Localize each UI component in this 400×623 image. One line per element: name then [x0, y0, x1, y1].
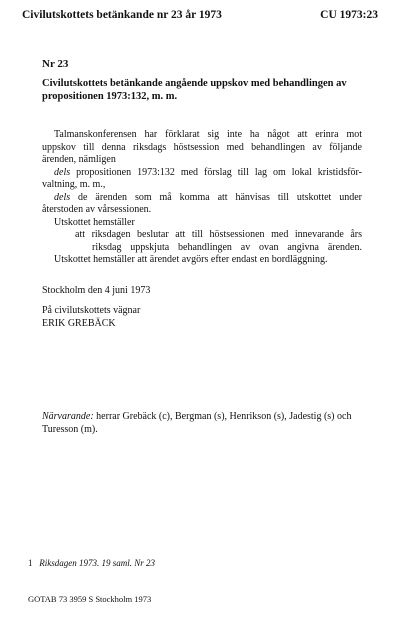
- present-text: herrar Grebäck (c), Bergman (s), Henrikson (s), Jadestig (s) och Turesson (m).: [42, 411, 352, 435]
- report-title-line: propositionen 1973:132, m. m.: [42, 91, 178, 102]
- dels-text: propositionen 1973:132 med förslag till lag om lokal kristidsför-: [76, 166, 362, 178]
- dels-label: dels: [54, 191, 71, 203]
- list-item-dels: [54, 167, 362, 180]
- list-item-dels: [54, 192, 362, 205]
- body-line: Talmanskonferensen har förklarat sig inte ha något att erinra mot: [54, 129, 362, 140]
- report-title: [42, 77, 347, 103]
- body-line: uppskov till denna riksdags höstsession med behandlingen av följande: [42, 141, 362, 153]
- present-members: [42, 411, 362, 436]
- signature-behalf: På civilutskottets vägnar: [42, 305, 141, 316]
- footnote: [28, 558, 155, 568]
- report-title-line: Civilutskottets betänkande angående uppskov med behandlingen av: [42, 78, 347, 89]
- body-line: ärenden, nämligen: [42, 154, 116, 165]
- signature-date: Stockholm den 4 juni 1973: [42, 285, 151, 296]
- body-line: valtning, m. m.,: [42, 179, 106, 190]
- footnote-text: Riksdagen 1973. 19 saml. Nr 23: [39, 558, 155, 568]
- report-number: Nr 23: [42, 58, 69, 70]
- running-header-code: CU 1973:23: [320, 9, 378, 21]
- dels-label: dels: [54, 166, 71, 178]
- present-label: Närvarande:: [42, 411, 94, 422]
- body-line: Utskottet hemställer att ärendet avgörs efter endast en bordläggning.: [54, 254, 328, 265]
- body-line: återstoden av vårsessionen.: [42, 204, 152, 215]
- running-header-title: Civilutskottets betänkande nr 23 år 1973: [22, 9, 222, 21]
- footnote-number: 1: [28, 558, 33, 568]
- body-line: Utskottet hemställer: [54, 216, 135, 228]
- signature-name: ERIK GREBÄCK: [42, 318, 116, 329]
- dels-text: de ärenden som må komma att hänvisas till utskottet under: [78, 191, 362, 203]
- motion-line: att riksdagen beslutar att till höstsessionen med innevarande års: [75, 229, 362, 240]
- printer-imprint: GOTAB 73 3959 S Stockholm 1973: [28, 594, 152, 604]
- motion-line: riksdag uppskjuta behandlingen av ovan angivna ärenden.: [92, 241, 362, 253]
